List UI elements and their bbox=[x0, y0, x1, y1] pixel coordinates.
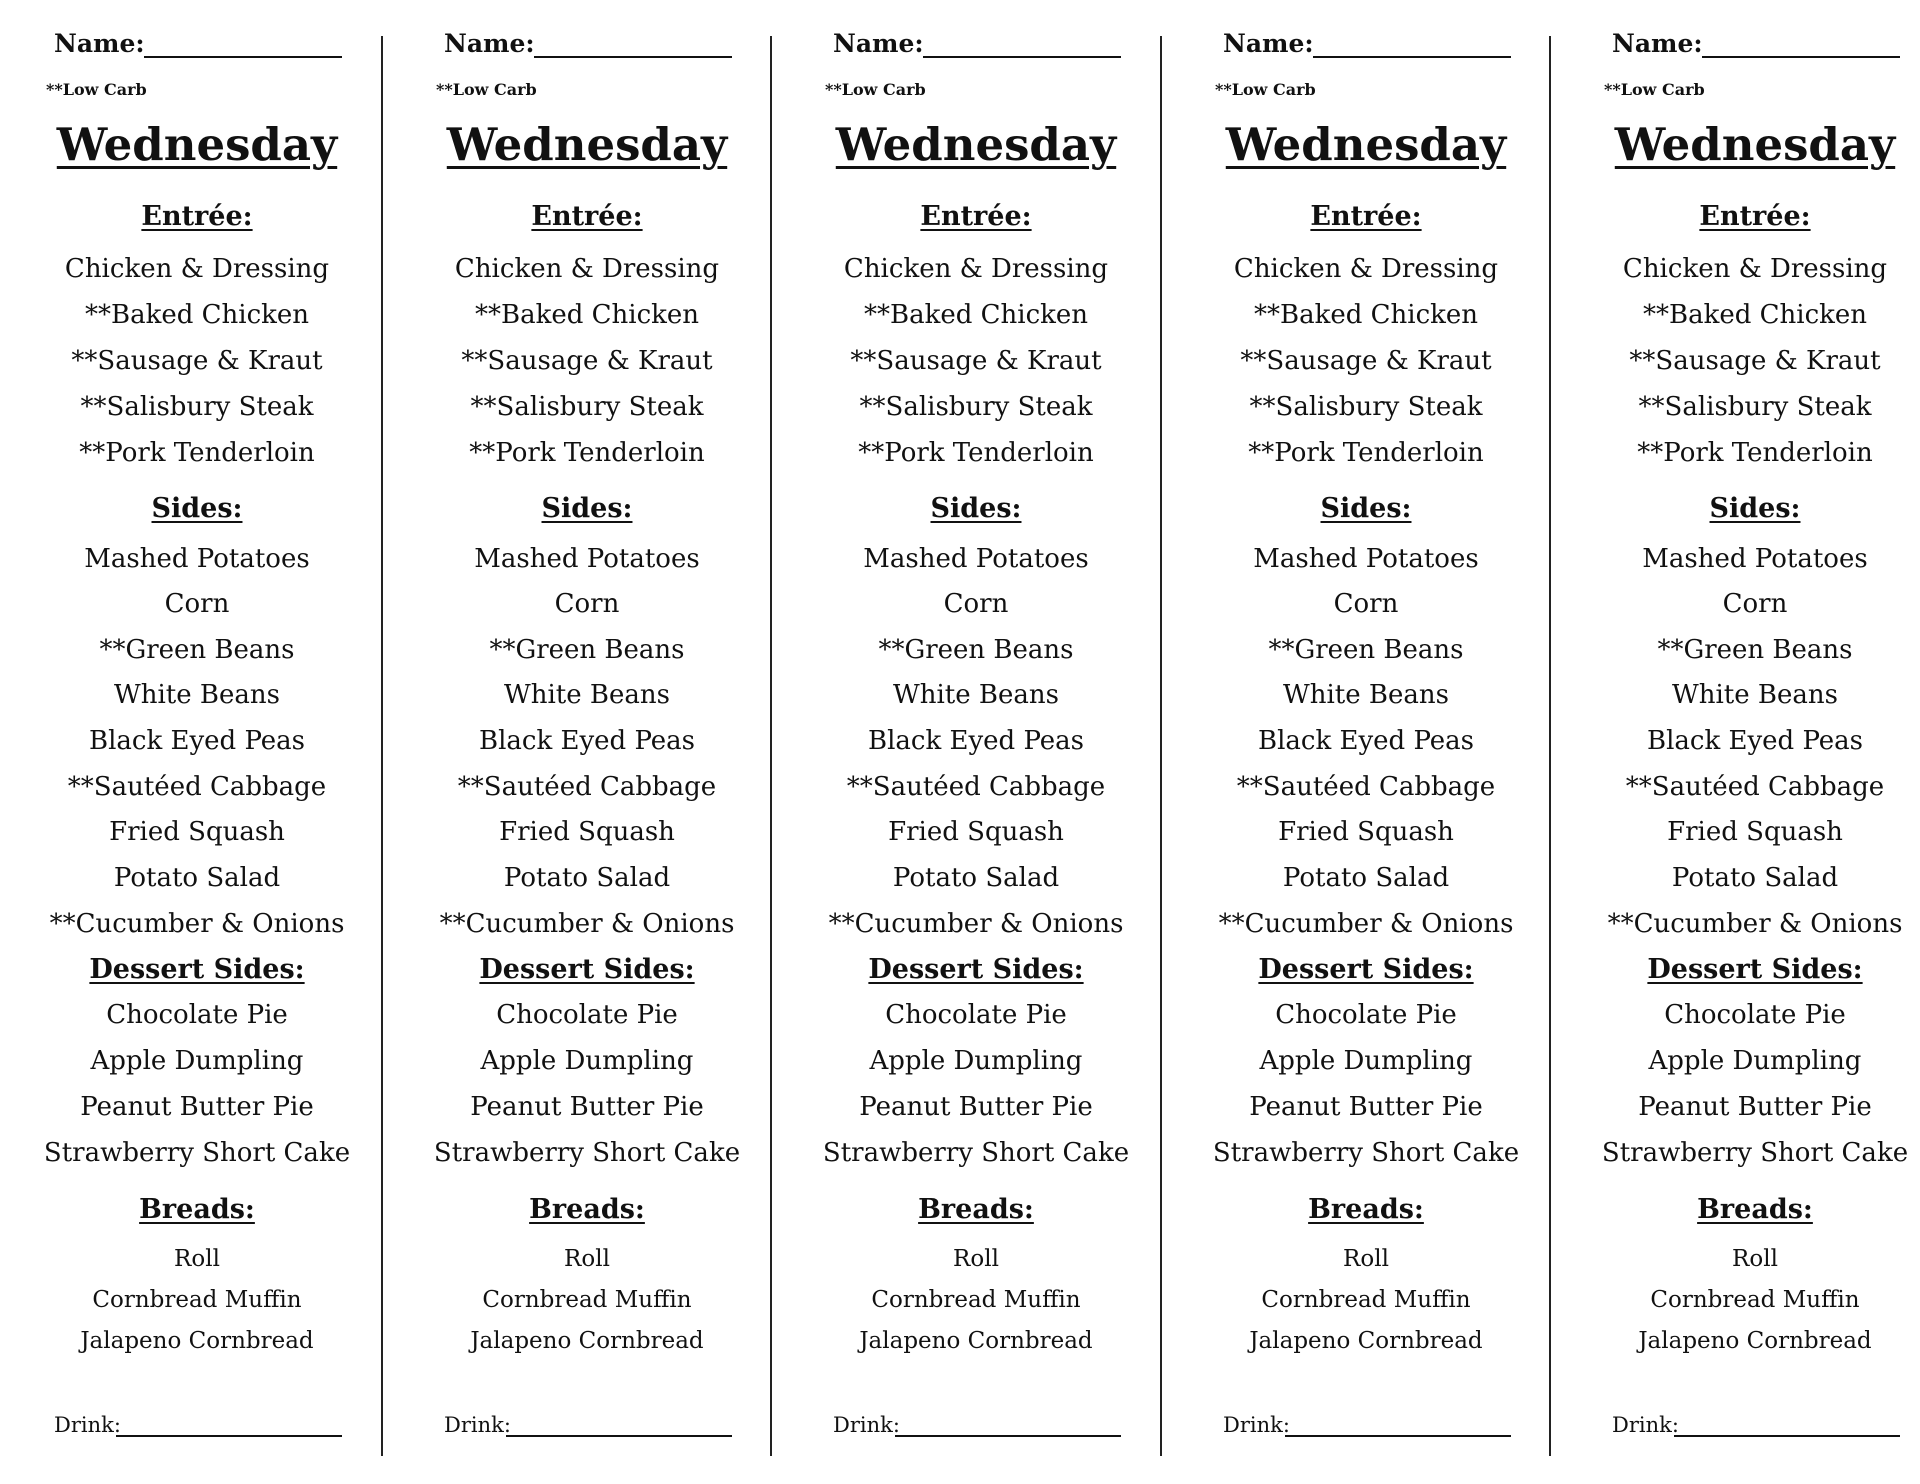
bread-item[interactable]: Roll bbox=[953, 1246, 999, 1272]
entree-item[interactable]: **Sausage & Kraut bbox=[1240, 346, 1492, 376]
entree-item[interactable]: Chicken & Dressing bbox=[454, 254, 720, 284]
dessert-item[interactable]: Peanut Butter Pie bbox=[1249, 1092, 1483, 1122]
side-item[interactable]: **Cucumber & Onions bbox=[1607, 909, 1903, 939]
name-field[interactable] bbox=[444, 28, 732, 60]
drink-field[interactable] bbox=[833, 1410, 1121, 1440]
side-item[interactable]: Fried Squash bbox=[109, 817, 285, 847]
dessert-item[interactable]: Apple Dumpling bbox=[1648, 1046, 1862, 1076]
bread-item[interactable]: Cornbread Muffin bbox=[482, 1287, 692, 1313]
side-item[interactable]: Black Eyed Peas bbox=[88, 726, 306, 756]
dessert-item[interactable]: Peanut Butter Pie bbox=[1638, 1092, 1872, 1122]
side-item[interactable]: Potato Salad bbox=[113, 863, 281, 893]
side-item[interactable]: **Cucumber & Onions bbox=[49, 909, 345, 939]
entree-item[interactable]: Chicken & Dressing bbox=[1622, 254, 1888, 284]
bread-item[interactable]: Cornbread Muffin bbox=[871, 1287, 1081, 1313]
side-item[interactable]: **Cucumber & Onions bbox=[439, 909, 735, 939]
name-blank-line[interactable] bbox=[144, 56, 342, 58]
bread-item[interactable]: Cornbread Muffin bbox=[1261, 1287, 1471, 1313]
dessert-item[interactable]: Chocolate Pie bbox=[885, 1000, 1067, 1030]
side-item[interactable]: Black Eyed Peas bbox=[1257, 726, 1475, 756]
entree-heading: Entrée: bbox=[531, 201, 643, 232]
entree-item[interactable]: **Salisbury Steak bbox=[80, 392, 314, 422]
side-item[interactable]: Corn bbox=[943, 589, 1009, 619]
entree-item[interactable]: **Baked Chicken bbox=[1642, 300, 1868, 330]
dessert-heading: Dessert Sides: bbox=[479, 954, 695, 985]
entree-item[interactable]: Chicken & Dressing bbox=[843, 254, 1109, 284]
entree-item[interactable]: **Pork Tenderloin bbox=[469, 438, 705, 468]
dessert-item[interactable]: Strawberry Short Cake bbox=[1212, 1138, 1520, 1168]
day-title: Wednesday bbox=[56, 118, 338, 171]
bread-item[interactable]: Roll bbox=[564, 1246, 610, 1272]
side-item[interactable]: Mashed Potatoes bbox=[863, 544, 1089, 574]
drink-label: Drink: bbox=[54, 1413, 121, 1437]
column-divider bbox=[770, 36, 772, 1456]
dessert-item[interactable]: Chocolate Pie bbox=[1664, 1000, 1846, 1030]
entree-item[interactable]: **Sausage & Kraut bbox=[850, 346, 1102, 376]
name-blank-line[interactable] bbox=[1702, 56, 1900, 58]
entree-heading: Entrée: bbox=[1699, 201, 1811, 232]
drink-label: Drink: bbox=[833, 1413, 900, 1437]
bread-item[interactable]: Roll bbox=[174, 1246, 220, 1272]
name-label: Name: bbox=[444, 29, 535, 58]
entree-item[interactable]: **Salisbury Steak bbox=[1638, 392, 1872, 422]
side-item[interactable]: **Cucumber & Onions bbox=[1218, 909, 1514, 939]
menu-card bbox=[1181, 0, 1571, 1484]
dessert-item[interactable]: Apple Dumpling bbox=[869, 1046, 1083, 1076]
sides-heading: Sides: bbox=[1709, 493, 1801, 524]
dessert-item[interactable]: Strawberry Short Cake bbox=[1601, 1138, 1909, 1168]
entree-heading: Entrée: bbox=[141, 201, 253, 232]
side-item[interactable]: **Green Beans bbox=[489, 635, 685, 665]
name-field[interactable] bbox=[833, 28, 1121, 60]
dessert-item[interactable]: Strawberry Short Cake bbox=[43, 1138, 351, 1168]
side-item[interactable]: Potato Salad bbox=[503, 863, 671, 893]
entree-heading: Entrée: bbox=[920, 201, 1032, 232]
sides-heading: Sides: bbox=[541, 493, 633, 524]
drink-blank-line[interactable] bbox=[506, 1435, 732, 1437]
drink-field[interactable] bbox=[1223, 1410, 1511, 1440]
menu-card bbox=[791, 0, 1181, 1484]
menu-card bbox=[402, 0, 792, 1484]
side-item[interactable]: Fried Squash bbox=[1278, 817, 1454, 847]
side-item[interactable]: **Sautéed Cabbage bbox=[67, 772, 327, 802]
side-item[interactable]: Fried Squash bbox=[1667, 817, 1843, 847]
sides-heading: Sides: bbox=[1320, 493, 1412, 524]
name-blank-line[interactable] bbox=[1313, 56, 1511, 58]
side-item[interactable]: Mashed Potatoes bbox=[1642, 544, 1868, 574]
sides-heading: Sides: bbox=[151, 493, 243, 524]
side-item[interactable]: **Sautéed Cabbage bbox=[457, 772, 717, 802]
day-title: Wednesday bbox=[1225, 118, 1507, 171]
side-item[interactable]: Corn bbox=[164, 589, 230, 619]
dessert-item[interactable]: Peanut Butter Pie bbox=[80, 1092, 314, 1122]
column-divider bbox=[1160, 36, 1162, 1456]
name-field[interactable] bbox=[54, 28, 342, 60]
side-item[interactable]: **Green Beans bbox=[1657, 635, 1853, 665]
breads-heading: Breads: bbox=[529, 1194, 645, 1225]
side-item[interactable]: **Green Beans bbox=[99, 635, 295, 665]
bread-item[interactable]: Jalapeno Cornbread bbox=[1638, 1328, 1872, 1354]
drink-blank-line[interactable] bbox=[1285, 1435, 1511, 1437]
dessert-item[interactable]: Peanut Butter Pie bbox=[859, 1092, 1093, 1122]
dessert-heading: Dessert Sides: bbox=[1258, 954, 1474, 985]
entree-item[interactable]: **Baked Chicken bbox=[474, 300, 700, 330]
side-item[interactable]: Fried Squash bbox=[888, 817, 1064, 847]
entree-heading: Entrée: bbox=[1310, 201, 1422, 232]
bread-item[interactable]: Cornbread Muffin bbox=[92, 1287, 302, 1313]
entree-item[interactable]: **Pork Tenderloin bbox=[1248, 438, 1484, 468]
breads-heading: Breads: bbox=[1308, 1194, 1424, 1225]
drink-label: Drink: bbox=[1612, 1413, 1679, 1437]
name-label: Name: bbox=[1612, 29, 1703, 58]
entree-item[interactable]: **Salisbury Steak bbox=[1249, 392, 1483, 422]
drink-label: Drink: bbox=[1223, 1413, 1290, 1437]
low-carb-note: **Low Carb bbox=[46, 80, 147, 99]
column-divider bbox=[1549, 36, 1551, 1456]
side-item[interactable]: Mashed Potatoes bbox=[474, 544, 700, 574]
entree-item[interactable]: **Pork Tenderloin bbox=[79, 438, 315, 468]
drink-field[interactable] bbox=[444, 1410, 732, 1440]
entree-item[interactable]: **Baked Chicken bbox=[84, 300, 310, 330]
drink-field[interactable] bbox=[54, 1410, 342, 1440]
breads-heading: Breads: bbox=[918, 1194, 1034, 1225]
side-item[interactable]: Corn bbox=[554, 589, 620, 619]
entree-item[interactable]: **Baked Chicken bbox=[1253, 300, 1479, 330]
sides-heading: Sides: bbox=[930, 493, 1022, 524]
name-field[interactable] bbox=[1223, 28, 1511, 60]
dessert-item[interactable]: Chocolate Pie bbox=[106, 1000, 288, 1030]
side-item[interactable]: **Sautéed Cabbage bbox=[846, 772, 1106, 802]
bread-item[interactable]: Jalapeno Cornbread bbox=[470, 1328, 704, 1354]
drink-blank-line[interactable] bbox=[1674, 1435, 1900, 1437]
dessert-item[interactable]: Apple Dumpling bbox=[1259, 1046, 1473, 1076]
name-label: Name: bbox=[833, 29, 924, 58]
side-item[interactable]: White Beans bbox=[893, 680, 1059, 710]
dessert-item[interactable]: Chocolate Pie bbox=[1275, 1000, 1457, 1030]
dessert-heading: Dessert Sides: bbox=[1647, 954, 1863, 985]
entree-item[interactable]: **Sausage & Kraut bbox=[1629, 346, 1881, 376]
side-item[interactable]: Potato Salad bbox=[892, 863, 1060, 893]
dessert-item[interactable]: Chocolate Pie bbox=[496, 1000, 678, 1030]
dessert-item[interactable]: Peanut Butter Pie bbox=[470, 1092, 704, 1122]
side-item[interactable]: Black Eyed Peas bbox=[478, 726, 696, 756]
side-item[interactable]: Corn bbox=[1333, 589, 1399, 619]
bread-item[interactable]: Cornbread Muffin bbox=[1650, 1287, 1860, 1313]
side-item[interactable]: Corn bbox=[1722, 589, 1788, 619]
side-item[interactable]: **Green Beans bbox=[878, 635, 1074, 665]
dessert-item[interactable]: Apple Dumpling bbox=[480, 1046, 694, 1076]
bread-item[interactable]: Jalapeno Cornbread bbox=[859, 1328, 1093, 1354]
side-item[interactable]: Mashed Potatoes bbox=[1253, 544, 1479, 574]
side-item[interactable]: **Green Beans bbox=[1268, 635, 1464, 665]
side-item[interactable]: **Cucumber & Onions bbox=[828, 909, 1124, 939]
side-item[interactable]: White Beans bbox=[1283, 680, 1449, 710]
menu-card bbox=[1570, 0, 1920, 1484]
drink-field[interactable] bbox=[1612, 1410, 1900, 1440]
drink-blank-line[interactable] bbox=[895, 1435, 1121, 1437]
day-title: Wednesday bbox=[835, 118, 1117, 171]
side-item[interactable]: White Beans bbox=[114, 680, 280, 710]
side-item[interactable]: **Sautéed Cabbage bbox=[1625, 772, 1885, 802]
dessert-item[interactable]: Apple Dumpling bbox=[90, 1046, 304, 1076]
side-item[interactable]: Mashed Potatoes bbox=[84, 544, 310, 574]
dessert-item[interactable]: Strawberry Short Cake bbox=[822, 1138, 1130, 1168]
low-carb-note: **Low Carb bbox=[825, 80, 926, 99]
dessert-heading: Dessert Sides: bbox=[89, 954, 305, 985]
entree-item[interactable]: Chicken & Dressing bbox=[1233, 254, 1499, 284]
low-carb-note: **Low Carb bbox=[436, 80, 537, 99]
breads-heading: Breads: bbox=[1697, 1194, 1813, 1225]
dessert-item[interactable]: Strawberry Short Cake bbox=[433, 1138, 741, 1168]
entree-item[interactable]: **Sausage & Kraut bbox=[461, 346, 713, 376]
entree-item[interactable]: **Sausage & Kraut bbox=[71, 346, 323, 376]
name-blank-line[interactable] bbox=[534, 56, 732, 58]
name-field[interactable] bbox=[1612, 28, 1900, 60]
side-item[interactable]: White Beans bbox=[1672, 680, 1838, 710]
bread-item[interactable]: Roll bbox=[1343, 1246, 1389, 1272]
bread-item[interactable]: Jalapeno Cornbread bbox=[80, 1328, 314, 1354]
side-item[interactable]: Black Eyed Peas bbox=[867, 726, 1085, 756]
bread-item[interactable]: Roll bbox=[1732, 1246, 1778, 1272]
side-item[interactable]: Potato Salad bbox=[1282, 863, 1450, 893]
name-label: Name: bbox=[54, 29, 145, 58]
side-item[interactable]: Black Eyed Peas bbox=[1646, 726, 1864, 756]
side-item[interactable]: Fried Squash bbox=[499, 817, 675, 847]
side-item[interactable]: **Sautéed Cabbage bbox=[1236, 772, 1496, 802]
side-item[interactable]: Potato Salad bbox=[1671, 863, 1839, 893]
entree-item[interactable]: **Pork Tenderloin bbox=[1637, 438, 1873, 468]
entree-item[interactable]: **Pork Tenderloin bbox=[858, 438, 1094, 468]
day-title: Wednesday bbox=[446, 118, 728, 171]
entree-item[interactable]: Chicken & Dressing bbox=[64, 254, 330, 284]
drink-label: Drink: bbox=[444, 1413, 511, 1437]
entree-item[interactable]: **Salisbury Steak bbox=[859, 392, 1093, 422]
day-title: Wednesday bbox=[1614, 118, 1896, 171]
drink-blank-line[interactable] bbox=[116, 1435, 342, 1437]
breads-heading: Breads: bbox=[139, 1194, 255, 1225]
name-label: Name: bbox=[1223, 29, 1314, 58]
name-blank-line[interactable] bbox=[923, 56, 1121, 58]
dessert-heading: Dessert Sides: bbox=[868, 954, 1084, 985]
side-item[interactable]: White Beans bbox=[504, 680, 670, 710]
entree-item[interactable]: **Salisbury Steak bbox=[470, 392, 704, 422]
bread-item[interactable]: Jalapeno Cornbread bbox=[1249, 1328, 1483, 1354]
low-carb-note: **Low Carb bbox=[1604, 80, 1705, 99]
column-divider bbox=[381, 36, 383, 1456]
menu-card bbox=[12, 0, 402, 1484]
entree-item[interactable]: **Baked Chicken bbox=[863, 300, 1089, 330]
low-carb-note: **Low Carb bbox=[1215, 80, 1316, 99]
